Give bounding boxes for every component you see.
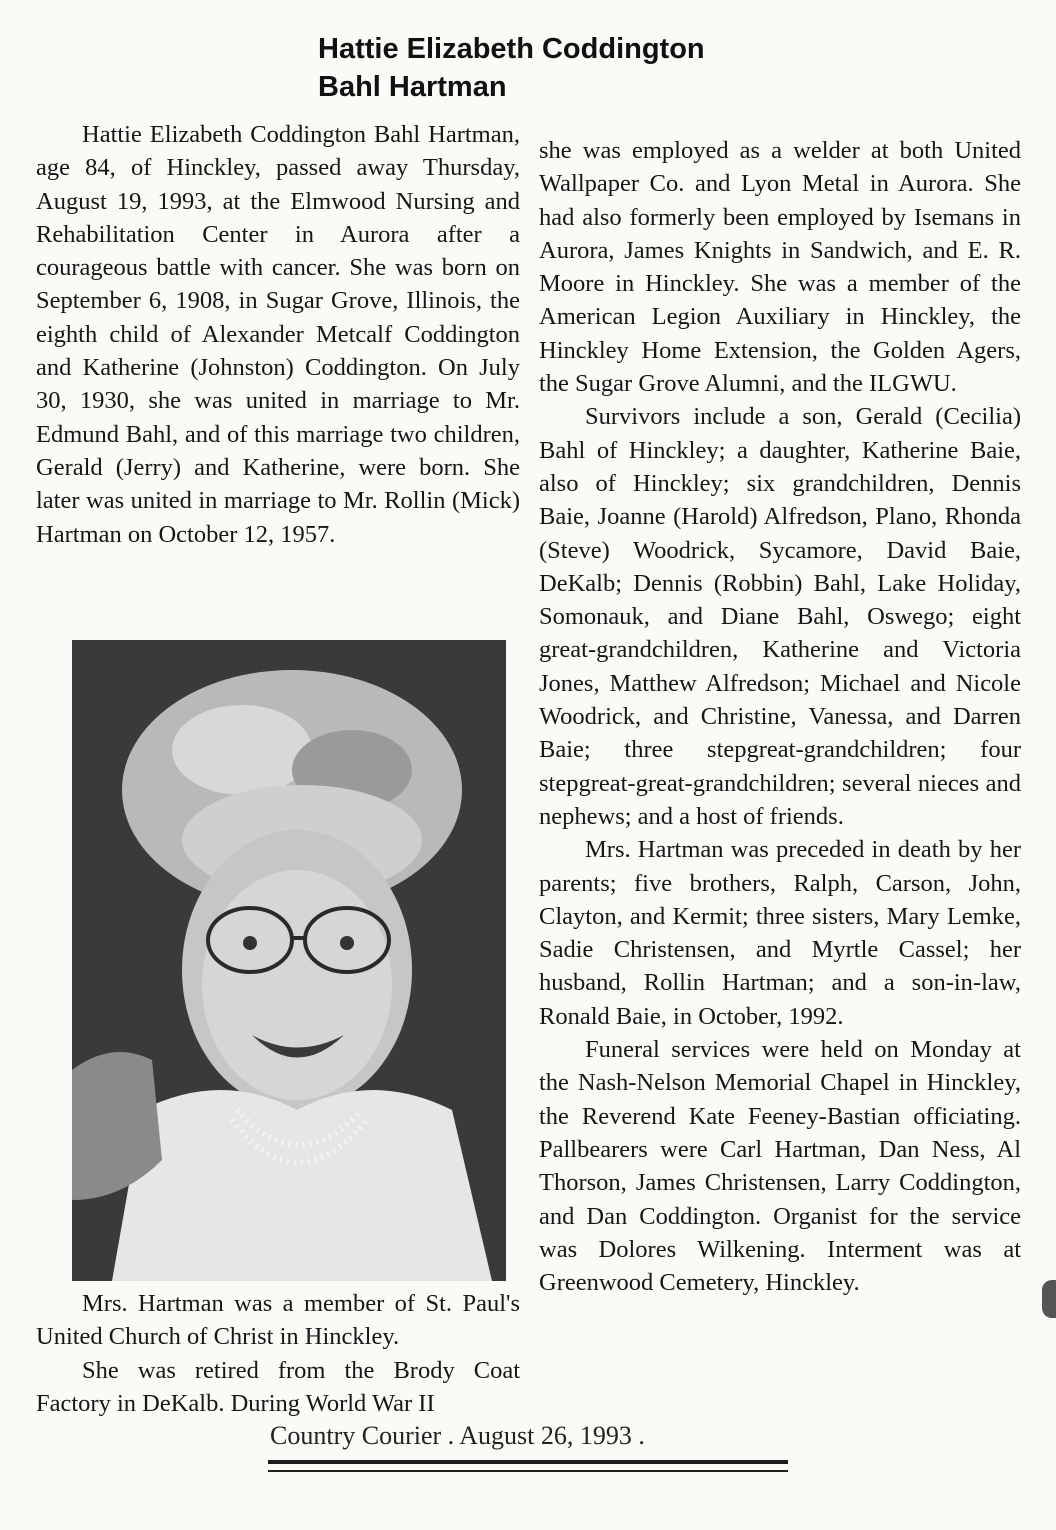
obituary-paragraph-intro: Hattie Elizabeth Coddington Bahl Hartman, age 84, of Hinckley, passed away Thursday, August 19, 1993, at the Elmwood Nursing and Rehabilitation Center in Aurora after a courageous battle with cancer. She was born on September 6, 1908, in Sugar Grove, Illinois, the eighth child of Alexander Metcalf Coddington and Katherine (Johnston) Coddington. On July 30, 1930, she was united in marriage to Mr. Edmund Bahl, and of this marriage two children, Gerald (Jerry) and Katherine, were born. She later was united in marriage to Mr. Rollin (Mick) Hartman on October 12, 1957. [36, 121, 520, 548]
left-column-bottom [36, 1287, 520, 1420]
footer-rule-thin [268, 1470, 788, 1472]
scan-edge-mark [1042, 1280, 1056, 1318]
obituary-paragraph-preceded: Mrs. Hartman was preceded in death by her parents; five brothers, Ralph, Carson, John, Clayton, and Kermit; three sisters, Mary Lemke, Sadie Christensen, and Myrtle Cassel; her husband, Rollin Hartman; and a son-in-law, Ronald Baie, in October, 1992. [539, 836, 1021, 1030]
obituary-paragraph-funeral: Funeral services were held on Monday at the Nash-Nelson Memorial Chapel in Hinckley, the Reverend Kate Feeney-Bastian officiating. Pallbearers were Carl Hartman, Dan Ness, Al Thorson, James Christensen, Larry Coddington, and Dan Coddington. Organist for the service was Dolores Wilkening. Interment was at Greenwood Cemetery, Hinckley. [539, 1036, 1021, 1297]
headline [318, 30, 818, 106]
footer-rule [268, 1460, 788, 1464]
headline-line-1: Hattie Elizabeth Coddington [318, 33, 705, 65]
right-column [539, 134, 1021, 1299]
headline-line-2: Bahl Hartman [318, 71, 507, 103]
obituary-paragraph-career: She was retired from the Brody Coat Factory in DeKalb. During World War II [36, 1356, 520, 1417]
obituary-paragraph-church: Mrs. Hartman was a member of St. Paul's United Church of Christ in Hinckley. [36, 1290, 520, 1351]
left-column-top [36, 118, 520, 551]
publication-credit: Country Courier . August 26, 1993 . [270, 1421, 645, 1450]
obituary-paragraph-survivors: Survivors include a son, Gerald (Cecilia) Bahl of Hinckley; a daughter, Katherine Baie, also of Hinckley; six grandchildren, Dennis Baie, Joanne (Harold) Alfredson, Plano, Rhonda (Steve) Woodrick, Sycamore, David Baie, DeKalb; Dennis (Robbin) Bahl, Lake Holiday, Somonauk, and Diane Bahl, Oswego; eight great-grandchildren, Katherine and Victoria Jones, Matthew Alfredson; Michael and Nicole Woodrick, and Christine, Vanessa, and Darren Baie; three stepgreat-grandchildren; four stepgreat-great-grandchildren; several nieces and nephews; and a host of friends. [539, 403, 1021, 830]
portrait-photo [72, 640, 506, 1281]
obituary-paragraph-employment: she was employed as a welder at both United Wallpaper Co. and Lyon Metal in Aurora. She had also formerly been employed by Isemans in Aurora, James Knights in Sandwich, and E. R. Moore in Hinckley. She was a member of the American Legion Auxiliary in Hinckley, the Hinckley Home Extension, the Golden Agers, the Sugar Grove Alumni, and the ILGWU. [539, 137, 1021, 398]
